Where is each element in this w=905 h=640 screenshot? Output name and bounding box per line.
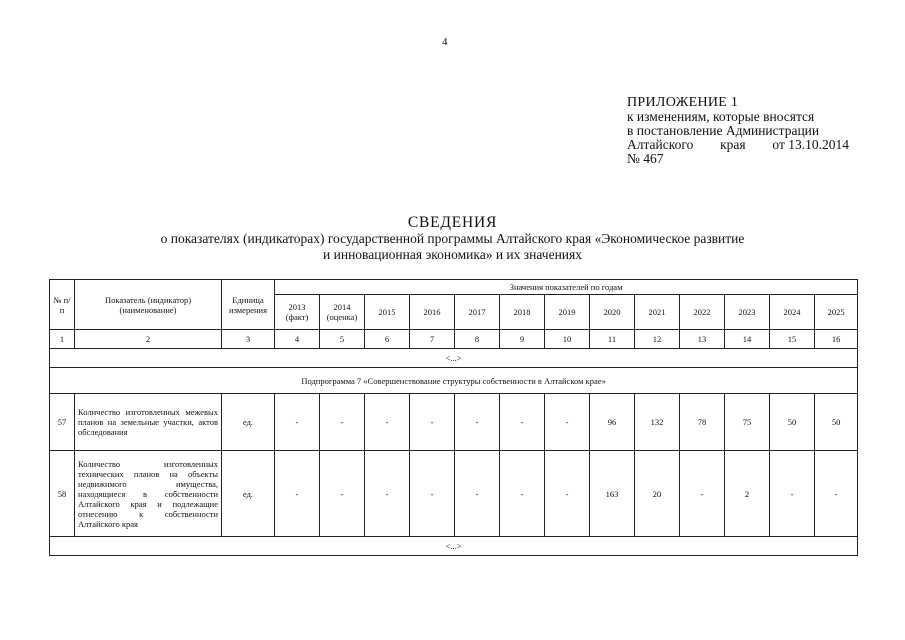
row-value: - [320,451,365,537]
year-header: 2014 (оценка) [320,295,365,330]
row-value: - [365,394,410,451]
row-value: - [545,394,590,451]
row-value: - [545,451,590,537]
row-value: - [500,451,545,537]
row-value: - [815,451,858,537]
row-value: 75 [725,394,770,451]
row-indicator-name: Количество изготовленных межевых планов на земельные участки, актов обследования [75,394,222,451]
column-number: 11 [590,330,635,349]
column-number: 5 [320,330,365,349]
row-value: - [365,451,410,537]
column-number: 4 [275,330,320,349]
row-value: - [410,394,455,451]
ellipsis-row: <...> [50,537,858,556]
subprogram-title: Подпрограмма 7 «Совершенствование структуры собственности в Алтайском крае» [50,368,858,394]
column-numbers-row [50,330,858,349]
row-value: - [275,394,320,451]
column-number: 10 [545,330,590,349]
column-number: 14 [725,330,770,349]
row-unit: ед. [222,394,275,451]
row-value: - [770,451,815,537]
document-heading [0,214,905,263]
row-unit: ед. [222,451,275,537]
ellipsis-row: <...> [50,349,858,368]
year-header: 2024 [770,295,815,330]
row-value: 50 [770,394,815,451]
year-header: 2013 (факт) [275,295,320,330]
appendix-word: края [720,137,746,152]
heading-line-1: о показателях (индикаторах) государственной программы Алтайского края «Экономическое развитие [160,231,745,246]
column-number: 7 [410,330,455,349]
row-value: 78 [680,394,725,451]
page-number: 4 [442,36,448,48]
year-header: 2017 [455,295,500,330]
row-value: 20 [635,451,680,537]
row-value: - [275,451,320,537]
row-value: 96 [590,394,635,451]
appendix-line-1: к изменениям, которые вносятся [627,109,815,124]
row-value: 2 [725,451,770,537]
year-header: 2019 [545,295,590,330]
column-number: 9 [500,330,545,349]
header-no: № п/п [50,280,75,330]
row-value: 50 [815,394,858,451]
appendix-number: № 467 [627,151,664,166]
heading-line-2: и инновационная экономика» и их значениях [323,247,582,262]
year-header: 2023 [725,295,770,330]
indicators-table [49,279,858,556]
row-number: 57 [50,394,75,451]
year-header: 2020 [590,295,635,330]
appendix-block [627,96,849,166]
appendix-date: от 13.10.2014 [772,137,849,152]
header-values-group: Значения показателей по годам [275,280,858,295]
year-header: 2016 [410,295,455,330]
year-header: 2021 [635,295,680,330]
year-header: 2015 [365,295,410,330]
row-value: - [410,451,455,537]
header-unit: Единица измерения [222,280,275,330]
year-header: 2022 [680,295,725,330]
appendix-word: Алтайского [627,137,694,152]
row-value: - [320,394,365,451]
column-number: 15 [770,330,815,349]
header-indicator: Показатель (индикатор) (наименование) [75,280,222,330]
appendix-title: ПРИЛОЖЕНИЕ 1 [627,95,739,110]
year-header: 2025 [815,295,858,330]
row-value: - [455,394,500,451]
appendix-line-2: в постановление Администрации [627,123,820,138]
row-value: - [680,451,725,537]
table-row [50,394,858,451]
row-value: 132 [635,394,680,451]
table-row [50,451,858,537]
row-indicator-name: Количество изготовленных технических планов на объекты недвижимого имущества, находящиеся в собственности Алтайского края и подлежащие отнесению к собственности Алтайского края [75,451,222,537]
appendix-line-3 [627,138,849,152]
column-number: 16 [815,330,858,349]
column-number: 2 [75,330,222,349]
row-number: 58 [50,451,75,537]
row-value: - [455,451,500,537]
column-number: 8 [455,330,500,349]
row-value: - [500,394,545,451]
column-number: 13 [680,330,725,349]
column-number: 3 [222,330,275,349]
column-number: 1 [50,330,75,349]
column-number: 6 [365,330,410,349]
heading-title: СВЕДЕНИЯ [407,214,498,231]
year-header: 2018 [500,295,545,330]
column-number: 12 [635,330,680,349]
row-value: 163 [590,451,635,537]
